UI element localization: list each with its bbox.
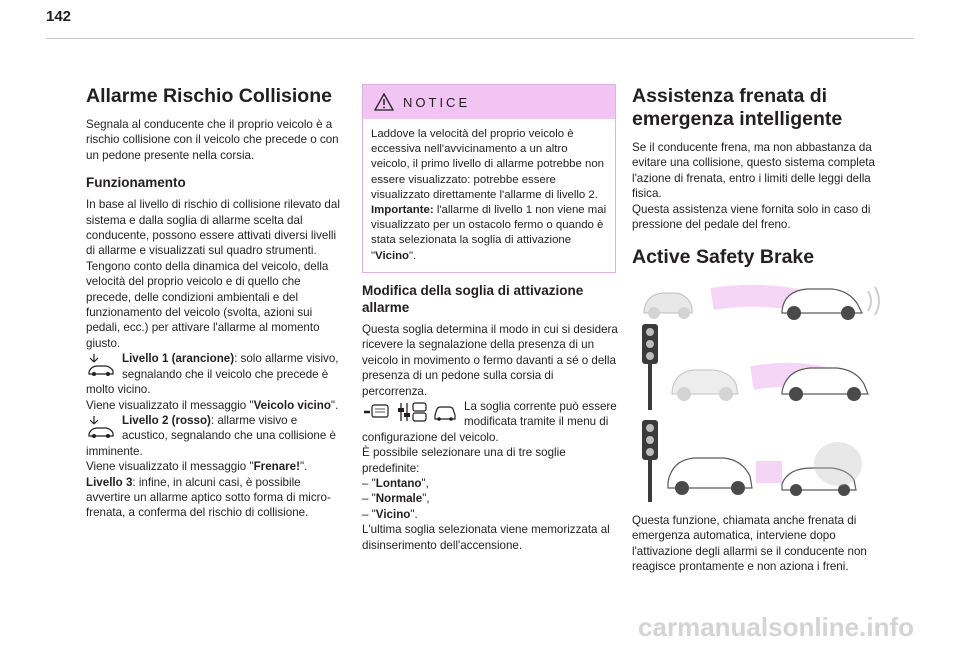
notice-title: NOTICE (403, 94, 471, 110)
threshold-paragraph: Questa soglia determina il modo in cui si desidera ricevere la segnalazione della presenza di un veicolo in movimento o fermo davanti a sé o della presenza di un pedone sulla corsia di percorrenza. (362, 323, 618, 398)
section-title-collision-alert: Allarme Rischio Collisione (86, 85, 332, 107)
level-1-label: Livello 1 (arancione) (122, 352, 235, 366)
message-veicolo-vicino: Veicolo vicino (253, 398, 331, 412)
notice-box (362, 84, 616, 273)
intro-text: Segnala al conducente che il proprio veicolo è a rischio collisione con il veicolo che precede o con un pedone presente nella corsia. (86, 118, 339, 162)
illustration-braking-cars (632, 418, 894, 504)
notice-important: Importante: l'allarme di livello 1 non viene mai visualizzato per un ostacolo fermo o quando è stata selezionata la soglia di attivazione "Vicino". (371, 204, 607, 262)
column-2 (362, 272, 620, 553)
option-vicino: – "Vicino". (362, 507, 418, 521)
level-1-text: : solo allarme visivo, segnalando che il veicolo che precede è molto vicino. (86, 352, 339, 397)
subtitle-soglia: Modifica della soglia di attivazione allarme (362, 283, 584, 315)
level-3-label: Livello 3 (86, 475, 133, 489)
column-1 (86, 80, 344, 521)
paragraph-dynamics: Tengono conto della dinamica del veicolo, della velocità del proprio veicolo e di quello che precede, delle condizioni ambientali e del funzionamento del veicolo (svolta, azioni sui pedali, ecc.) per attivare l'allarme al momento giusto. (86, 259, 329, 350)
column-3-bottom (632, 513, 894, 575)
threshold-memory-text: L'ultima soglia selezionata viene memorizzata al disinserimento dell'accensione. (362, 523, 610, 552)
emergency-braking-note: Questa assistenza viene fornita solo in caso di pressione del pedale del freno. (632, 202, 871, 232)
vehicle-menu-icons (362, 400, 458, 424)
level-3-text: : infine, in alcuni casi, è possibile avvertire un allarme aptico sotto forma di micro-frenata, a conferma del rischio di collisione. (86, 475, 331, 520)
notice-header (363, 85, 615, 119)
collision-warning-icon (86, 414, 116, 440)
message-frenare: Frenare! (253, 460, 300, 474)
notice-text: Laddove la velocità del proprio veicolo è eccessiva nell'avvicinamento a un altro veicolo, il primo livello di allarme potrebbe non essere visualizzato: potrebbe essere visualizzato direttamente l'allarme di livello 2. (371, 128, 604, 201)
column-3 (632, 80, 894, 278)
option-lontano: – "Lontano", (362, 477, 429, 491)
level-1-message: Viene visualizzato il messaggio "Veicolo vicino". (86, 398, 339, 412)
subtitle-funzionamento: Funzionamento (86, 175, 186, 191)
illustration-two-cars (632, 277, 894, 323)
collision-warning-icon (86, 352, 116, 378)
illustration-traffic-light-car (632, 322, 894, 412)
option-normale: – "Normale", (362, 492, 430, 506)
paragraph-levels: In base al livello di rischio di collisione rilevato dal sistema e dalla soglia di allarme scelta dal conducente, possono essere attivati diversi livelli di allarme e visualizzati sul quadro strumenti. (86, 198, 340, 258)
watermark: carmanualsonline.info (638, 612, 914, 642)
page-number: 142 (46, 8, 72, 25)
warning-triangle-icon (373, 92, 395, 112)
level-3-item (86, 475, 344, 521)
threshold-menu-text: La soglia corrente può essere modificata tramite il menu di configurazione del veicolo. (362, 400, 617, 444)
car-menu-icon (362, 400, 392, 424)
level-2-label: Livello 2 (rosso) (122, 413, 211, 427)
active-safety-brake-text: Questa funzione, chiamata anche frenata di emergenza automatica, interviene dopo l'attivazione degli allarmi se il conducente non reagisce prontamente e non aziona i freni. (632, 514, 867, 574)
car-icon (432, 400, 458, 424)
level-1-item (86, 351, 344, 397)
emergency-braking-text: Se il conducente frena, ma non abbastanza da evitare una collisione, questo sistema completa l'azione di frenata, entro i limiti delle leggi della fisica. (632, 141, 875, 201)
section-title-active-safety-brake: Active Safety Brake (632, 246, 815, 269)
level-2-text: : allarme visivo e acustico, segnalando che una collisione è imminente. (86, 413, 336, 458)
threshold-menu-item (362, 399, 620, 445)
level-2-item (86, 413, 344, 459)
notice-body (363, 119, 615, 272)
section-title-emergency-braking: Assistenza frenata di emergenza intelligente (632, 85, 843, 130)
header-rule (46, 38, 914, 39)
settings-menu-icon (396, 400, 428, 424)
threshold-options-intro: È possibile selezionare una di tre soglie predefinite: (362, 446, 566, 475)
level-2-message: Viene visualizzato il messaggio "Frenare!". (86, 460, 308, 474)
